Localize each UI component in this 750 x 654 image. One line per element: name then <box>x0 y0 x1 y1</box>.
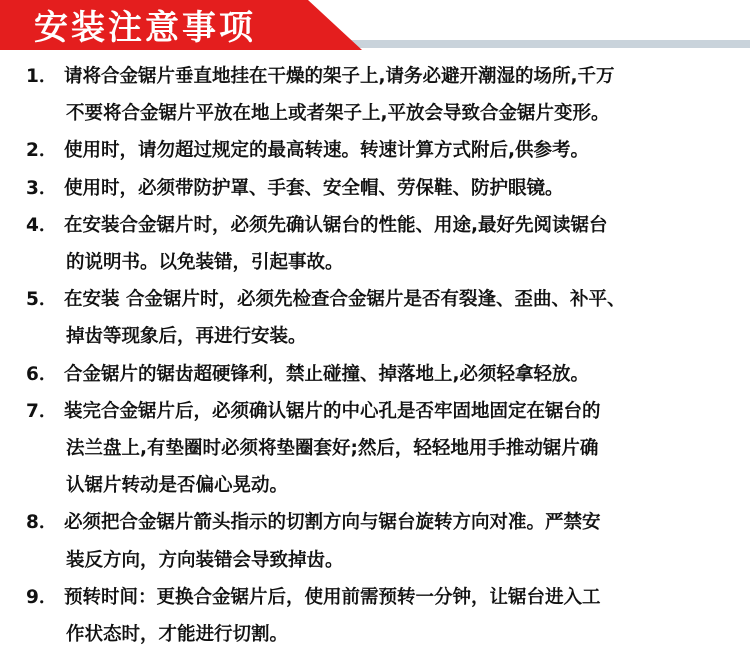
item-text: 装完合金锯片后，必须确认锯片的中心孔是否牢固地固定在锯台的 <box>64 400 601 422</box>
list-item-continuation <box>66 467 288 505</box>
page-title: 安装注意事项 <box>34 8 256 48</box>
list-item <box>26 132 589 170</box>
item-text: 必须把合金锯片箭头指示的切割方向与锯台旋转方向对准。严禁安 <box>64 512 601 534</box>
list-item-continuation <box>66 95 610 133</box>
item-text: 合金锯片的锯齿超硬锋利，禁止碰撞、掉落地上,必须轻拿轻放。 <box>64 363 590 385</box>
list-item <box>26 393 601 431</box>
item-text: 在安装 合金锯片时，必须先检查合金锯片是否有裂逢、歪曲、补平、 <box>64 289 626 311</box>
item-number: 9． <box>26 586 58 608</box>
item-text: 认锯片转动是否偏心晃动。 <box>66 475 289 497</box>
item-number: 4． <box>26 214 58 236</box>
item-number: 1． <box>26 66 58 87</box>
item-number: 8． <box>26 512 58 534</box>
item-text: 作状态时，才能进行切割。 <box>66 624 289 645</box>
item-number: 7． <box>26 400 58 422</box>
item-text: 预转时间：更换合金锯片后，使用前需预转一分钟，让锯台进入工 <box>64 586 601 608</box>
list-item <box>26 207 608 245</box>
list-item-continuation <box>66 430 598 468</box>
list-item-continuation <box>66 542 344 580</box>
list-item <box>26 579 601 617</box>
item-text: 使用时，请勿超过规定的最高转速。转速计算方式附后,供参考。 <box>64 140 590 162</box>
item-number: 6． <box>26 363 58 385</box>
item-number: 5． <box>26 289 58 311</box>
header-banner <box>0 0 750 56</box>
item-text: 法兰盘上,有垫圈时必须将垫圈套好;然后，轻轻地用手推动锯片确 <box>66 438 599 459</box>
item-text: 装反方向，方向装错会导致掉齿。 <box>66 549 344 571</box>
item-text: 的说明书。以免装错，引起事故。 <box>66 252 344 273</box>
list-item-continuation <box>66 318 307 356</box>
item-text: 请将合金锯片垂直地挂在干燥的架子上,请务必避开潮湿的场所,千万 <box>64 66 615 87</box>
item-text: 不要将合金锯片平放在地上或者架子上,平放会导致合金锯片变形。 <box>66 103 610 125</box>
item-text: 使用时，必须带防护罩、手套、安全帽、劳保鞋、防护眼镜。 <box>64 177 564 199</box>
item-text: 在安装合金锯片时，必须先确认锯台的性能、用途,最好先阅读锯台 <box>64 214 608 236</box>
item-text: 掉齿等现象后，再进行安装。 <box>66 326 307 348</box>
item-number: 3． <box>26 177 58 199</box>
list-item <box>26 170 564 208</box>
list-item-continuation <box>66 616 288 654</box>
list-item <box>26 281 625 319</box>
list-item-continuation <box>66 244 344 282</box>
list-item <box>26 58 615 96</box>
list-item <box>26 356 589 394</box>
list-item <box>26 504 601 542</box>
item-number: 2． <box>26 140 58 162</box>
